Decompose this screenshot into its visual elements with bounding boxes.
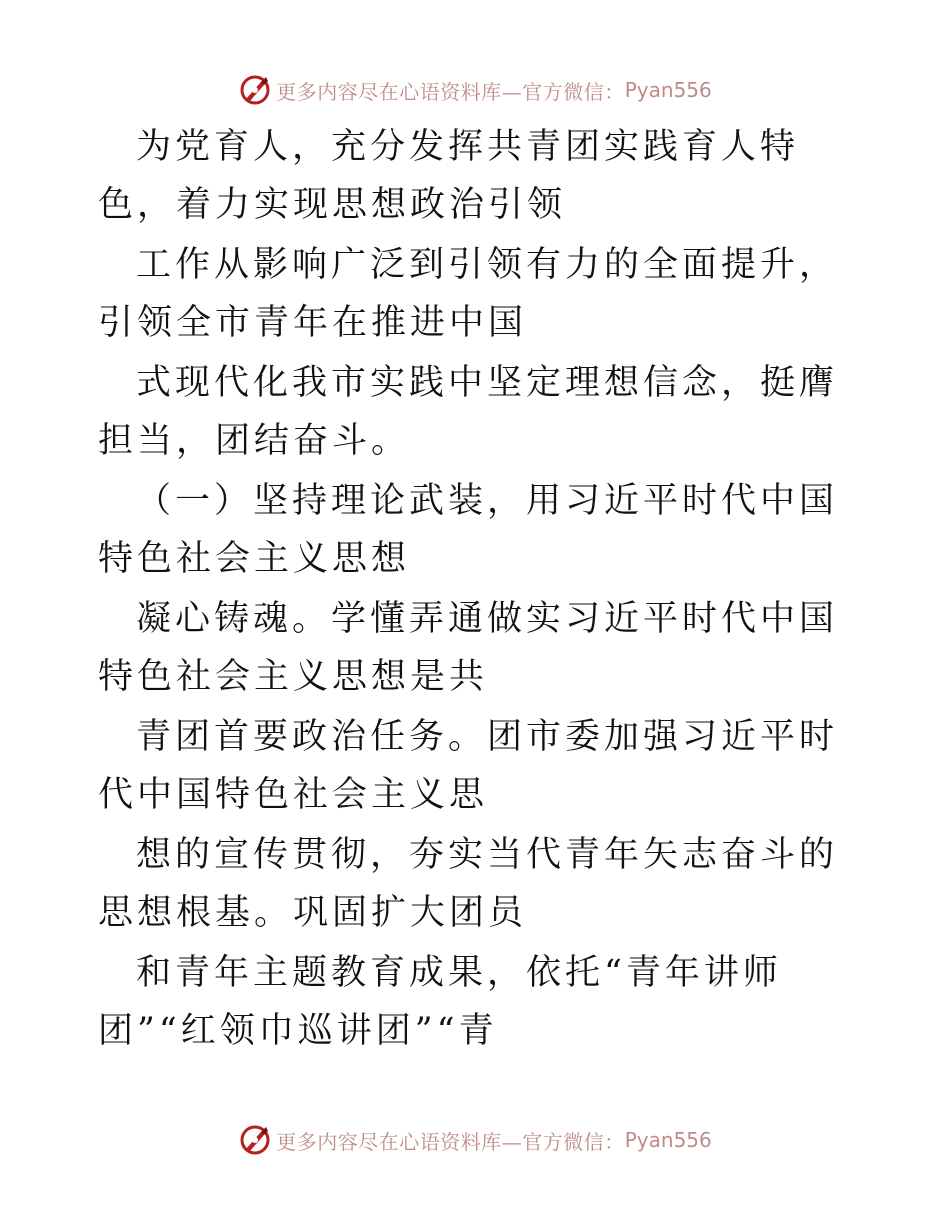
- paragraph: 工作从影响广泛到引领有力的全面提升，引领全市青年在推进中国: [98, 245, 839, 343]
- pen-circle-logo-icon: [238, 1123, 272, 1157]
- paragraph: 想的宣传贯彻，夯实当代青年矢志奋斗的思想根基。巩固扩大团员: [98, 835, 839, 933]
- paragraph: 式现代化我市实践中坚定理想信念，挺膺担当，团结奋斗。: [98, 363, 839, 461]
- paragraph: 凝心铸魂。学懂弄通做实习近平时代中国特色社会主义思想是共: [98, 599, 839, 697]
- banner-text: 更多内容尽在心语资料库—官方微信：: [276, 79, 625, 104]
- paragraph: 为党育人，充分发挥共青团实践育人特色，着力实现思想政治引领: [98, 127, 800, 225]
- pen-circle-logo-icon: [238, 73, 272, 107]
- section-heading: （一）坚持理论武装，用习近平时代中国特色社会主义思想: [98, 481, 839, 579]
- wechat-id: Pyan556: [624, 78, 712, 102]
- banner-text: 更多内容尽在心语资料库—官方微信：: [276, 1129, 625, 1154]
- footer-banner: [0, 1120, 950, 1160]
- header-banner: [0, 70, 950, 110]
- paragraph: 青团首要政治任务。团市委加强习近平时代中国特色社会主义思: [98, 717, 839, 815]
- document-body: [98, 118, 858, 1062]
- wechat-id: Pyan556: [624, 1128, 712, 1152]
- paragraph: 和青年主题教育成果，依托“青年讲师团”“红领巾巡讲团”“青: [98, 953, 782, 1051]
